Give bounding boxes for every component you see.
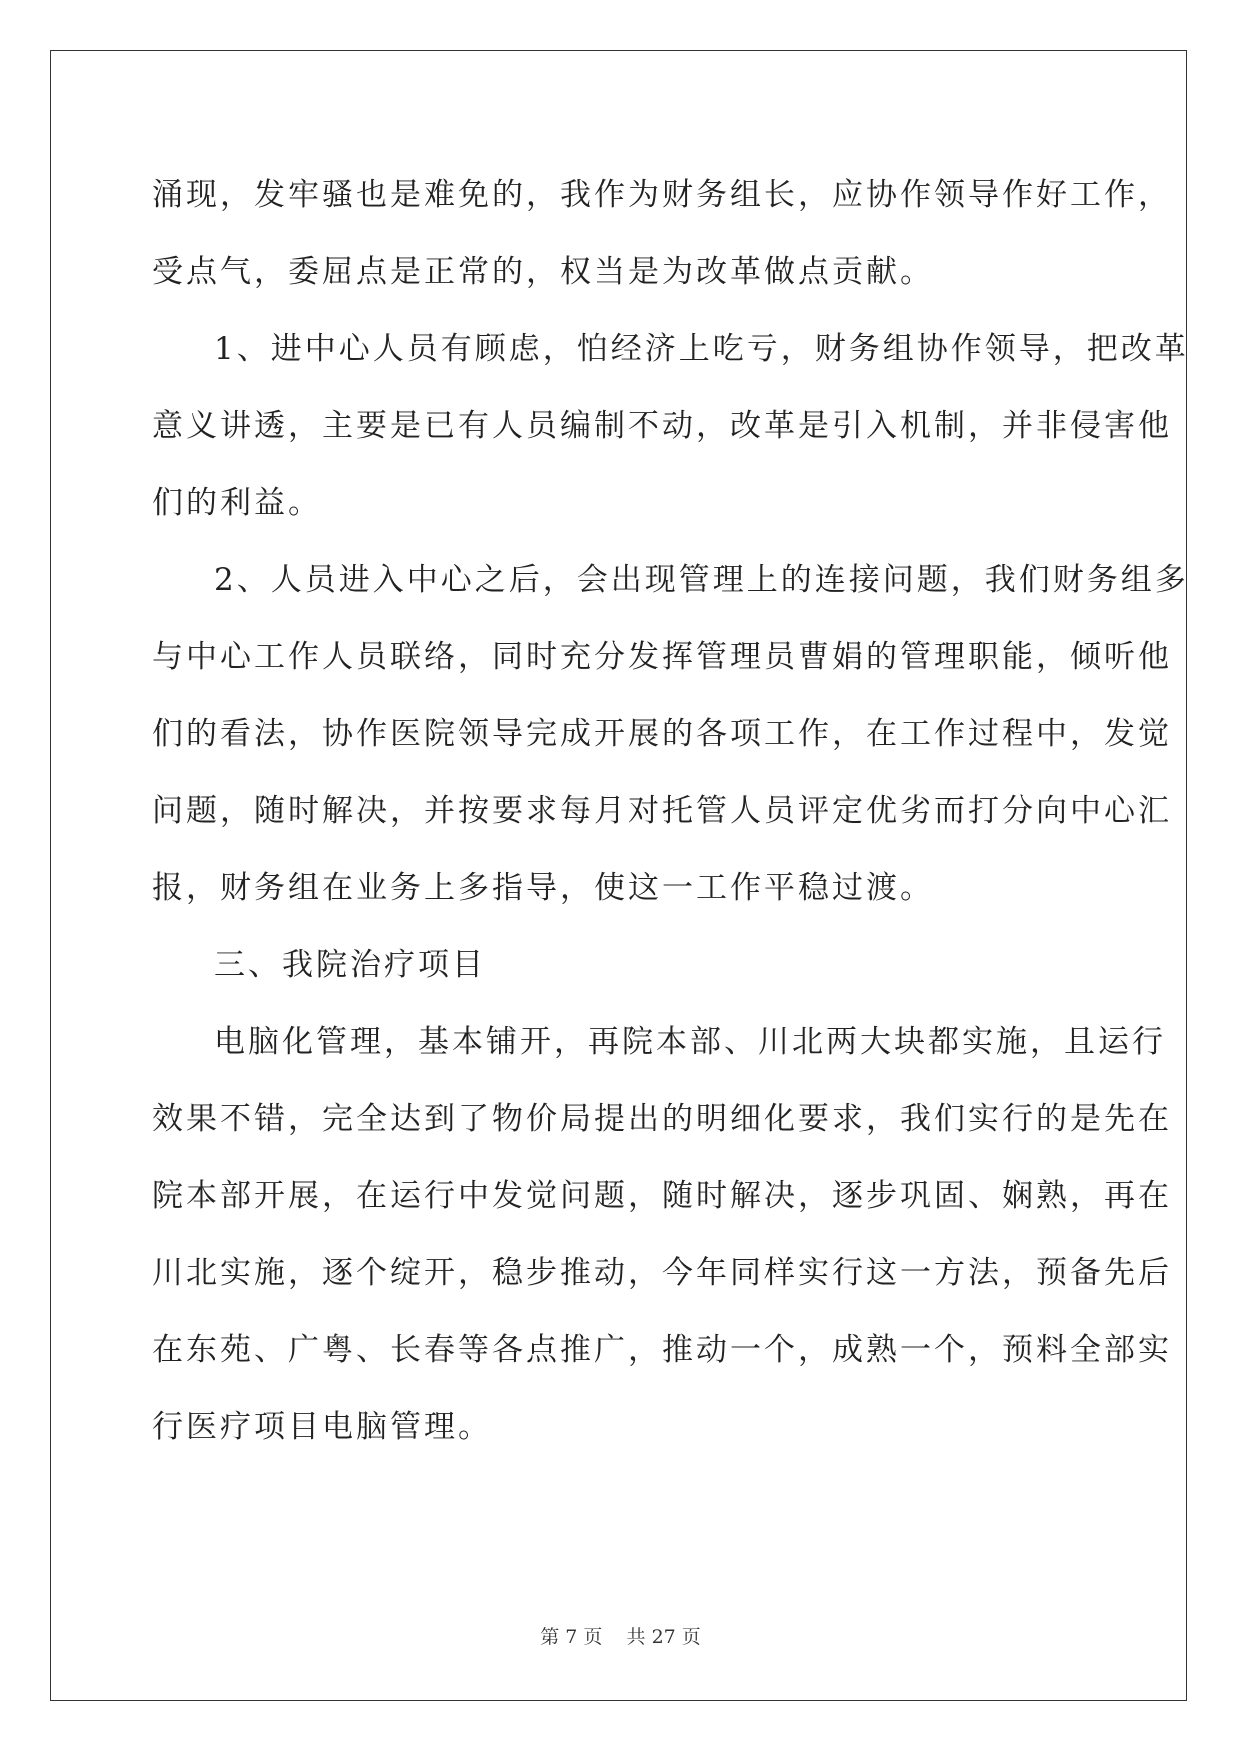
section-heading: 三、我院治疗项目 (214, 947, 486, 983)
text-line: 1、进中心人员有顾虑，怕经济上吃亏，财务组协作领导，把改革 (214, 331, 1189, 367)
text-line: 电脑化管理，基本铺开，再院本部、川北两大块都实施，且运行 (214, 1024, 1166, 1060)
text-line: 与中心工作人员联络，同时充分发挥管理员曹娟的管理职能，倾听他 (152, 639, 1172, 675)
page-total: 共 27 页 (626, 1626, 701, 1648)
text-line: 报，财务组在业务上多指导，使这一工作平稳过渡。 (152, 870, 934, 906)
text-line: 们的利益。 (152, 485, 322, 521)
text-line: 意义讲透，主要是已有人员编制不动，改革是引入机制，并非侵害他 (152, 408, 1172, 444)
text-line: 们的看法，协作医院领导完成开展的各项工作，在工作过程中，发觉 (152, 716, 1172, 752)
text-line: 行医疗项目电脑管理。 (152, 1409, 492, 1445)
document-body (152, 157, 1189, 1466)
text-line: 院本部开展，在运行中发觉问题，随时解决，逐步巩固、娴熟，再在 (152, 1178, 1172, 1214)
text-line: 2、人员进入中心之后，会出现管理上的连接问题，我们财务组多 (214, 562, 1189, 598)
text-line: 涌现，发牢骚也是难免的，我作为财务组长，应协作领导作好工作， (152, 177, 1172, 213)
text-line: 受点气，委屈点是正常的，权当是为改革做点贡献。 (152, 254, 934, 290)
text-line: 问题，随时解决，并按要求每月对托管人员评定优劣而打分向中心汇 (152, 793, 1172, 829)
page-number: 第 7 页 (540, 1626, 603, 1648)
text-line: 在东苑、广粤、长春等各点推广，推动一个，成熟一个，预料全部实 (152, 1332, 1172, 1368)
page-footer (0, 1622, 1241, 1649)
text-line: 效果不错，完全达到了物价局提出的明细化要求，我们实行的是先在 (152, 1101, 1172, 1137)
text-line: 川北实施，逐个绽开，稳步推动，今年同样实行这一方法，预备先后 (152, 1255, 1172, 1291)
